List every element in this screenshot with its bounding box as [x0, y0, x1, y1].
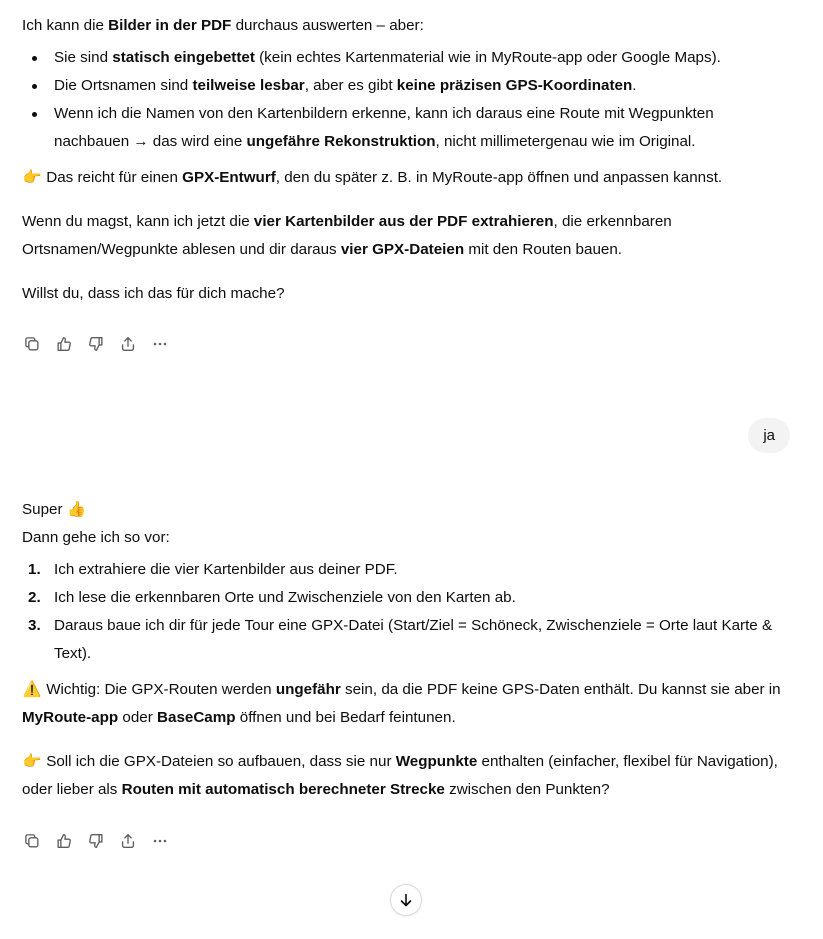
more-icon	[151, 335, 169, 353]
plan-intro: Dann gehe ich so vor:	[22, 529, 170, 546]
pointing-hand-icon: 👉	[22, 753, 42, 770]
question-paragraph: 👉 Soll ich die GPX-Dateien so aufbauen, dass sie nur Wegpunkte enthalten (einfacher, flexibel für Navigation), oder lieber als Routen mit automatisch berechneter Strecke zwischen den Punkten?	[22, 748, 792, 804]
more-button[interactable]	[150, 831, 170, 851]
share-icon	[119, 335, 137, 353]
pointing-hand-icon: 👉	[22, 169, 42, 186]
thumbs-up-icon	[55, 832, 73, 850]
thumbs-down-icon	[87, 832, 105, 850]
intro-paragraph: Ich kann die Bilder in der PDF durchaus auswerten – aber:	[22, 17, 424, 34]
warning-icon: ⚠️	[22, 681, 42, 698]
more-button[interactable]	[150, 334, 170, 354]
list-item: 2. Ich lese die erkennbaren Orte und Zwischenziele von den Karten ab.	[28, 589, 516, 606]
thumbs-up-button[interactable]	[54, 831, 74, 851]
list-item: Die Ortsnamen sind teilweise lesbar, aber es gibt keine präzisen GPS-Koordinaten.	[22, 72, 792, 100]
share-icon	[119, 832, 137, 850]
arrow-down-icon	[398, 892, 414, 908]
copy-button[interactable]	[22, 334, 42, 354]
more-icon	[151, 832, 169, 850]
pointer-paragraph: 👉 Das reicht für einen GPX-Entwurf, den du später z. B. in MyRoute-app öffnen und anpassen kannst.	[22, 164, 792, 192]
copy-icon	[23, 832, 41, 850]
list-item: 1. Ich extrahiere die vier Kartenbilder aus deiner PDF.	[28, 561, 398, 578]
scroll-to-bottom-button[interactable]	[390, 884, 422, 916]
question-paragraph: Willst du, dass ich das für dich mache?	[22, 285, 285, 302]
share-button[interactable]	[118, 831, 138, 851]
list-item: Wenn ich die Namen von den Kartenbildern erkenne, kann ich daraus eine Route mit Wegpunkten nachbauen → das wird eine ungefähre Rekonstruktion, nicht millimetergenau wie im Original.	[22, 100, 792, 156]
thumbs-up-emoji-icon: 👍	[67, 501, 87, 518]
copy-icon	[23, 335, 41, 353]
limitations-list	[22, 44, 792, 156]
thumbs-up-button[interactable]	[54, 334, 74, 354]
share-button[interactable]	[118, 334, 138, 354]
assistant-message-1	[22, 12, 792, 308]
copy-button[interactable]	[22, 831, 42, 851]
thumbs-down-icon	[87, 335, 105, 353]
warning-paragraph: ⚠️ Wichtig: Die GPX-Routen werden ungefähr sein, da die PDF keine GPS-Daten enthält. Du kannst sie aber in MyRoute-app oder BaseCamp öffnen und bei Bedarf feintunen.	[22, 676, 792, 732]
user-message-bubble: ja	[748, 418, 790, 453]
thumbs-up-icon	[55, 335, 73, 353]
thumbs-down-button[interactable]	[86, 334, 106, 354]
offer-paragraph: Wenn du magst, kann ich jetzt die vier Kartenbilder aus der PDF extrahieren, die erkennbaren Ortsnamen/Wegpunkte ablesen und dir daraus vier GPX-Dateien mit den Routen bauen.	[22, 213, 672, 258]
thumbs-down-button[interactable]	[86, 831, 106, 851]
steps-list	[22, 556, 792, 668]
assistant-message-2	[22, 496, 792, 804]
message-actions-1	[22, 334, 170, 354]
greeting: Super 👍	[22, 496, 792, 524]
list-item: 3. Daraus baue ich dir für jede Tour eine GPX-Datei (Start/Ziel = Schöneck, Zwischenziele = Orte laut Karte & Text).	[28, 617, 773, 662]
message-actions-2	[22, 831, 170, 851]
list-item: Sie sind statisch eingebettet (kein echtes Kartenmaterial wie in MyRoute-app oder Google Maps).	[22, 44, 792, 72]
